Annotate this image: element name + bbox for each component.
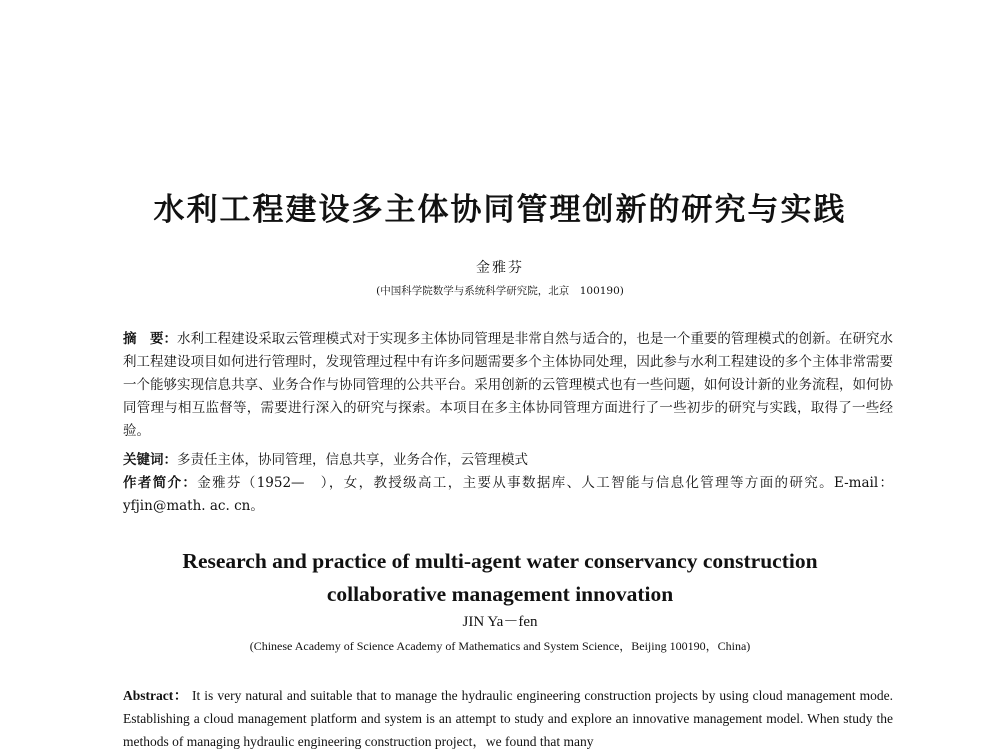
author-bio-label: 作者简介： [123, 475, 198, 491]
chinese-keywords [123, 449, 893, 472]
author-bio-text: 金雅芬（1952— ），女，教授级高工，主要从事数据库、人工智能与信息化管理等方面的研究。E-mail：yfjin@math. ac. cn。 [123, 475, 893, 514]
chinese-abstract-text: 水利工程建设采取云管理模式对于实现多主体协同管理是非常自然与适合的，也是一个重要的管理模式的创新。在研究水利工程建设项目如何进行管理时，发现管理过程中有许多问题需要多个主体协同处理，因此参与水利工程建设的多个主体非常需要一个能够实现信息共享、业务合作与协同管理的公共平台。采用创新的云管理模式也有一些问题，如何设计新的业务流程，如何协同管理与相互监督等，需要进行深入的研究与探索。本项目在多主体协同管理方面进行了一些初步的研究与实践，取得了一些经验。 [123, 331, 894, 439]
english-title-line-2: collaborative management innovation [326, 582, 674, 606]
english-title [0, 545, 1000, 611]
chinese-title: 水利工程建设多主体协同管理创新的研究与实践 [153, 192, 847, 228]
chinese-author: 金雅芬 [476, 260, 524, 276]
english-abstract-text: It is very natural and suitable that to manage the hydraulic engineering construction projects by using cloud management mode. Establishing a cloud management platform and system is an attempt to study and explore an innovative management model. When study the methods of managing hydraulic engineering construction project，we found that many [123, 688, 893, 749]
chinese-abstract-label: 摘 要： [123, 331, 178, 347]
chinese-keywords-label: 关键词： [123, 452, 177, 468]
english-abstract [123, 684, 893, 753]
english-author: JIN Ya－fen [462, 614, 538, 630]
chinese-keywords-text: 多责任主体，协同管理，信息共享，业务合作，云管理模式 [177, 452, 528, 468]
english-abstract-label: Abstract： [123, 688, 189, 703]
chinese-abstract [123, 328, 893, 443]
author-bio [123, 472, 893, 518]
chinese-affiliation: (中国科学院数学与系统科学研究院，北京 100190) [376, 285, 624, 297]
english-title-line-1: Research and practice of multi-agent water conservancy construction [182, 549, 818, 573]
english-affiliation: (Chinese Academy of Science Academy of Mathematics and System Science，Beijing 100190，China) [249, 639, 751, 653]
